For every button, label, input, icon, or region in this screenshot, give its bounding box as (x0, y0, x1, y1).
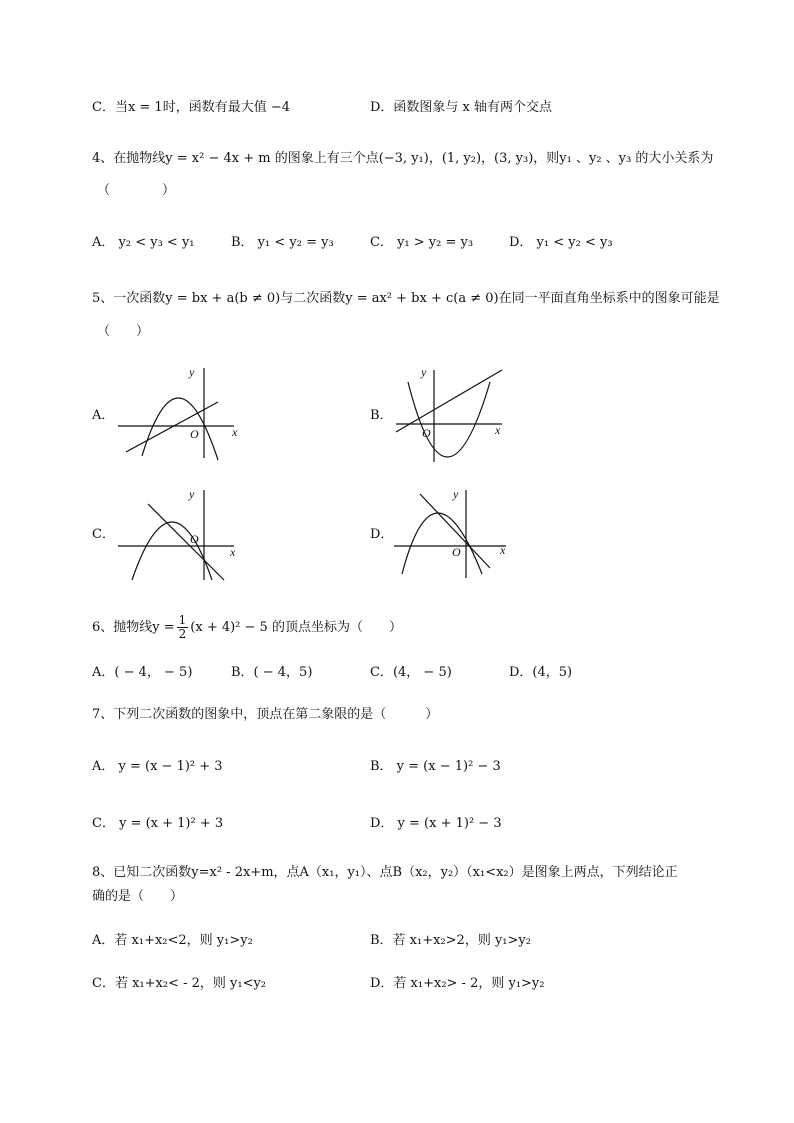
q8-option-a: A．若 x₁+x₂<2，则 y₁>y₂ (92, 933, 253, 948)
q5-stem: 5、一次函数y = bx + a(b ≠ 0)与二次函数y = ax² + bx + c(a ≠ 0)在同一平面直角坐标系中的图象可能是 (92, 291, 720, 306)
q6-fraction-denominator: 2 (178, 627, 187, 641)
q5-graph-b-line (396, 370, 502, 432)
q3-option-c: C．当x = 1时，函数有最大值 −4 (92, 100, 291, 115)
q8-option-c: C．若 x₁+x₂< - 2，则 y₁<y₂ (92, 976, 267, 991)
q6-stem-suffix: (x + 4)² − 5 的顶点坐标为（ ） (190, 619, 402, 635)
q6-option-c: C．(4， − 5) (370, 665, 452, 680)
q5-graph-c-x-label: x (230, 545, 236, 559)
q4-option-c: C． y₁ > y₂ = y₃ (370, 235, 474, 250)
q6-option-b: B．( − 4，5) (231, 665, 313, 680)
q5-option-c-label: C． (92, 527, 115, 542)
q6-stem-prefix: 6、抛物线y = (92, 619, 175, 635)
q8-stem-line1: 8、已知二次函数y=x² - 2x+m，点A（x₁，y₁）、点B（x₂，y₂）（x₁<x₂）是图象上两点，下列结论正 (92, 865, 678, 880)
q5-graph-a-origin: O (190, 427, 199, 441)
q5-paren: （ ） (97, 324, 150, 339)
q7-option-b: B． y = (x − 1)² − 3 (370, 759, 501, 774)
q8-stem-line2: 确的是（ ） (92, 889, 184, 904)
q5-option-b-label: B． (370, 408, 393, 423)
q7-option-d: D． y = (x + 1)² − 3 (370, 816, 502, 831)
q5-graph-c-origin: O (190, 532, 199, 546)
q5-graph-a (112, 360, 247, 465)
q5-graph-b-x-label: x (495, 423, 501, 437)
q5-graph-a-parabola (142, 398, 218, 460)
q4-stem: 4、在抛物线y = x² − 4x + m 的图象上有三个点(−3, y₁)，(1, y₂)，(3, y₃)，则y₁ 、y₂ 、y₃ 的大小关系为 (92, 151, 714, 166)
q5-graph-b-y-label: y (421, 365, 427, 379)
q7-option-c: C． y = (x + 1)² + 3 (92, 816, 224, 831)
q5-graph-b-origin: O (422, 426, 431, 440)
q5-graph-c-y-label: y (189, 487, 195, 501)
q5-option-d-label: D． (370, 527, 394, 542)
q5-graph-d-parabola (402, 513, 482, 574)
q5-graph-d-y-label: y (453, 487, 459, 501)
q6-fraction-numerator: 1 (178, 613, 187, 627)
q5-graph-c (112, 480, 247, 585)
q6-option-a: A．( − 4， − 5) (92, 665, 193, 680)
q4-option-a: A． y₂ < y₃ < y₁ (92, 235, 195, 250)
q6-fraction (177, 614, 189, 641)
q7-option-a: A． y = (x − 1)² + 3 (92, 759, 223, 774)
q4-paren: （ ） (97, 183, 176, 198)
q6-option-d: D．(4，5) (509, 665, 573, 680)
q4-option-b: B． y₁ < y₂ = y₃ (231, 235, 334, 250)
q5-graph-d-x-label: x (500, 543, 506, 557)
q8-option-d: D．若 x₁+x₂> - 2，则 y₁>y₂ (370, 976, 545, 991)
q5-option-a-label: A． (92, 408, 115, 423)
q5-graph-b-parabola (408, 382, 490, 457)
q5-graph-a-x-label: x (232, 425, 238, 439)
q5-graph-c-line (148, 504, 224, 580)
q6-stem (92, 614, 402, 641)
q5-graph-d-origin: O (452, 545, 461, 559)
q4-option-d: D． y₁ < y₂ < y₃ (509, 235, 613, 250)
q5-graph-a-y-label: y (189, 365, 195, 379)
q5-graph-c-parabola (132, 522, 212, 580)
q7-stem: 7、下列二次函数的图象中，顶点在第二象限的是（ ） (92, 707, 439, 722)
q5-graph-b (390, 362, 510, 467)
q5-graph-d (390, 482, 515, 582)
q3-option-d: D．函数图象与 x 轴有两个交点 (370, 100, 553, 115)
q8-option-b: B．若 x₁+x₂>2，则 y₁>y₂ (370, 933, 531, 948)
